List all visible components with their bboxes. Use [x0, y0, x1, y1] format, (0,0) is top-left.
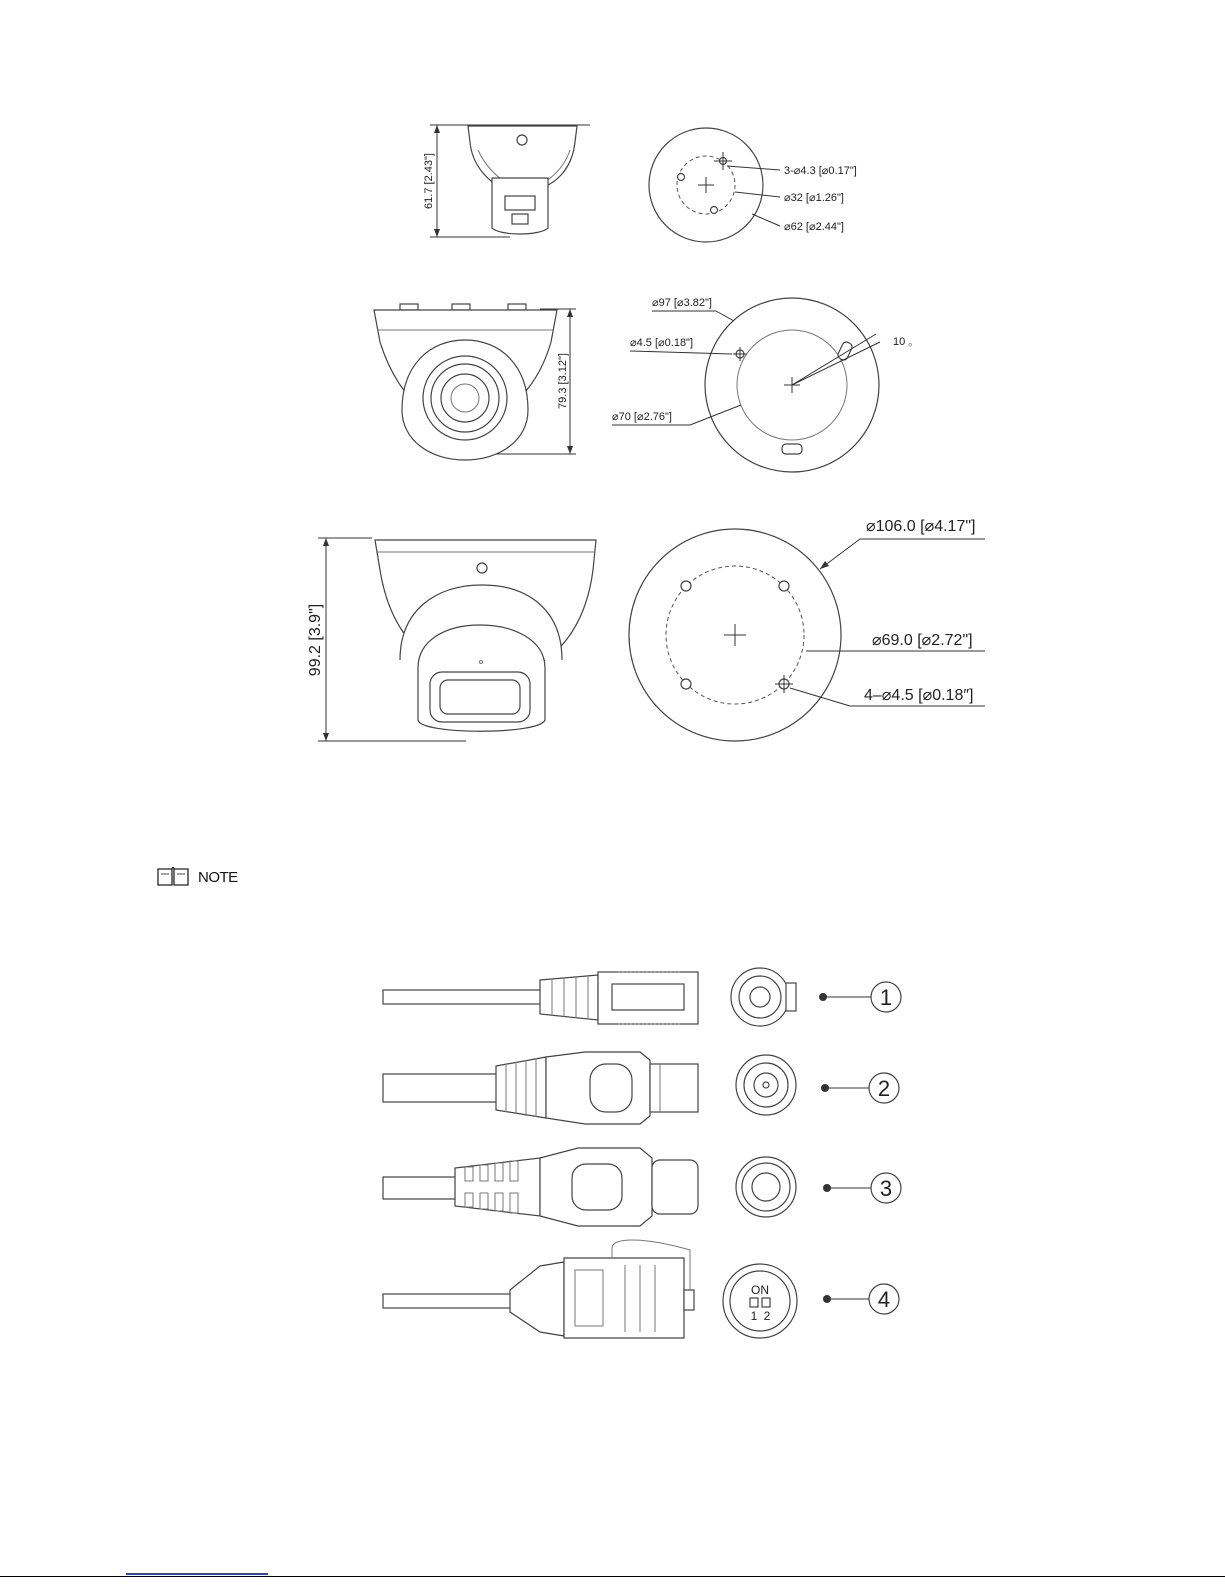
footer-divider [0, 1576, 1225, 1577]
cam2-height-dim: 79.3 [3.12"] [557, 353, 569, 409]
connector-1-callout [819, 982, 901, 1012]
camera-2-base-view [612, 297, 919, 472]
cam3-height-dim: 99.2 [3.9"] [307, 603, 324, 677]
connector-2 [383, 1052, 796, 1124]
connector-2-callout [821, 1073, 899, 1103]
cam1-height-dim: 61.7 [2.43"] [423, 153, 435, 209]
camera-3-side-view [307, 538, 596, 741]
connector-3-number: 3 [879, 1176, 893, 1201]
connector-1-number: 1 [879, 985, 893, 1010]
cam3-holes-dim: 4–⌀4.5 [⌀0.18″] [864, 687, 974, 704]
connector-3-callout [823, 1173, 901, 1203]
cam2-hole-dim: ⌀4.5 [⌀0.18"] [630, 337, 694, 349]
camera-1-base-view [649, 128, 857, 242]
cam3-pcd-dim: ⌀69.0 [⌀2.72"] [872, 632, 973, 649]
cam2-outer-dim: ⌀97 [⌀3.82"] [652, 297, 712, 309]
connector-4-callout [823, 1284, 899, 1314]
camera-3-base-view [629, 518, 985, 741]
cam3-outer-dim: ⌀106.0 [⌀4.17"] [866, 518, 976, 535]
connector-4-switch-2: 2 [763, 1309, 771, 1323]
connector-2-number: 2 [877, 1076, 891, 1101]
connector-3 [383, 1148, 796, 1226]
cam2-angle-dim: 10 。 [893, 336, 920, 348]
connector-4-switch-on: ON [751, 1283, 769, 1297]
book-icon [156, 866, 190, 888]
camera-2-side-view [374, 304, 576, 460]
note-heading [156, 866, 238, 888]
camera-1-side-view [423, 125, 590, 237]
connector-4 [383, 1240, 797, 1338]
note-label: NOTE [198, 868, 238, 886]
cam1-holes-dim: 3-⌀4.3 [⌀0.17"] [784, 165, 857, 177]
footer-link-underline [126, 1573, 268, 1575]
cam1-outer-dim: ⌀62 [⌀2.44"] [784, 221, 844, 233]
connector-4-switch-1: 1 [750, 1309, 758, 1323]
connector-4-number: 4 [877, 1287, 891, 1312]
cam2-pcd-dim: ⌀70 [⌀2.76"] [612, 411, 672, 423]
connector-1 [383, 968, 796, 1026]
cam1-pcd-dim: ⌀32 [⌀1.26"] [784, 192, 844, 204]
